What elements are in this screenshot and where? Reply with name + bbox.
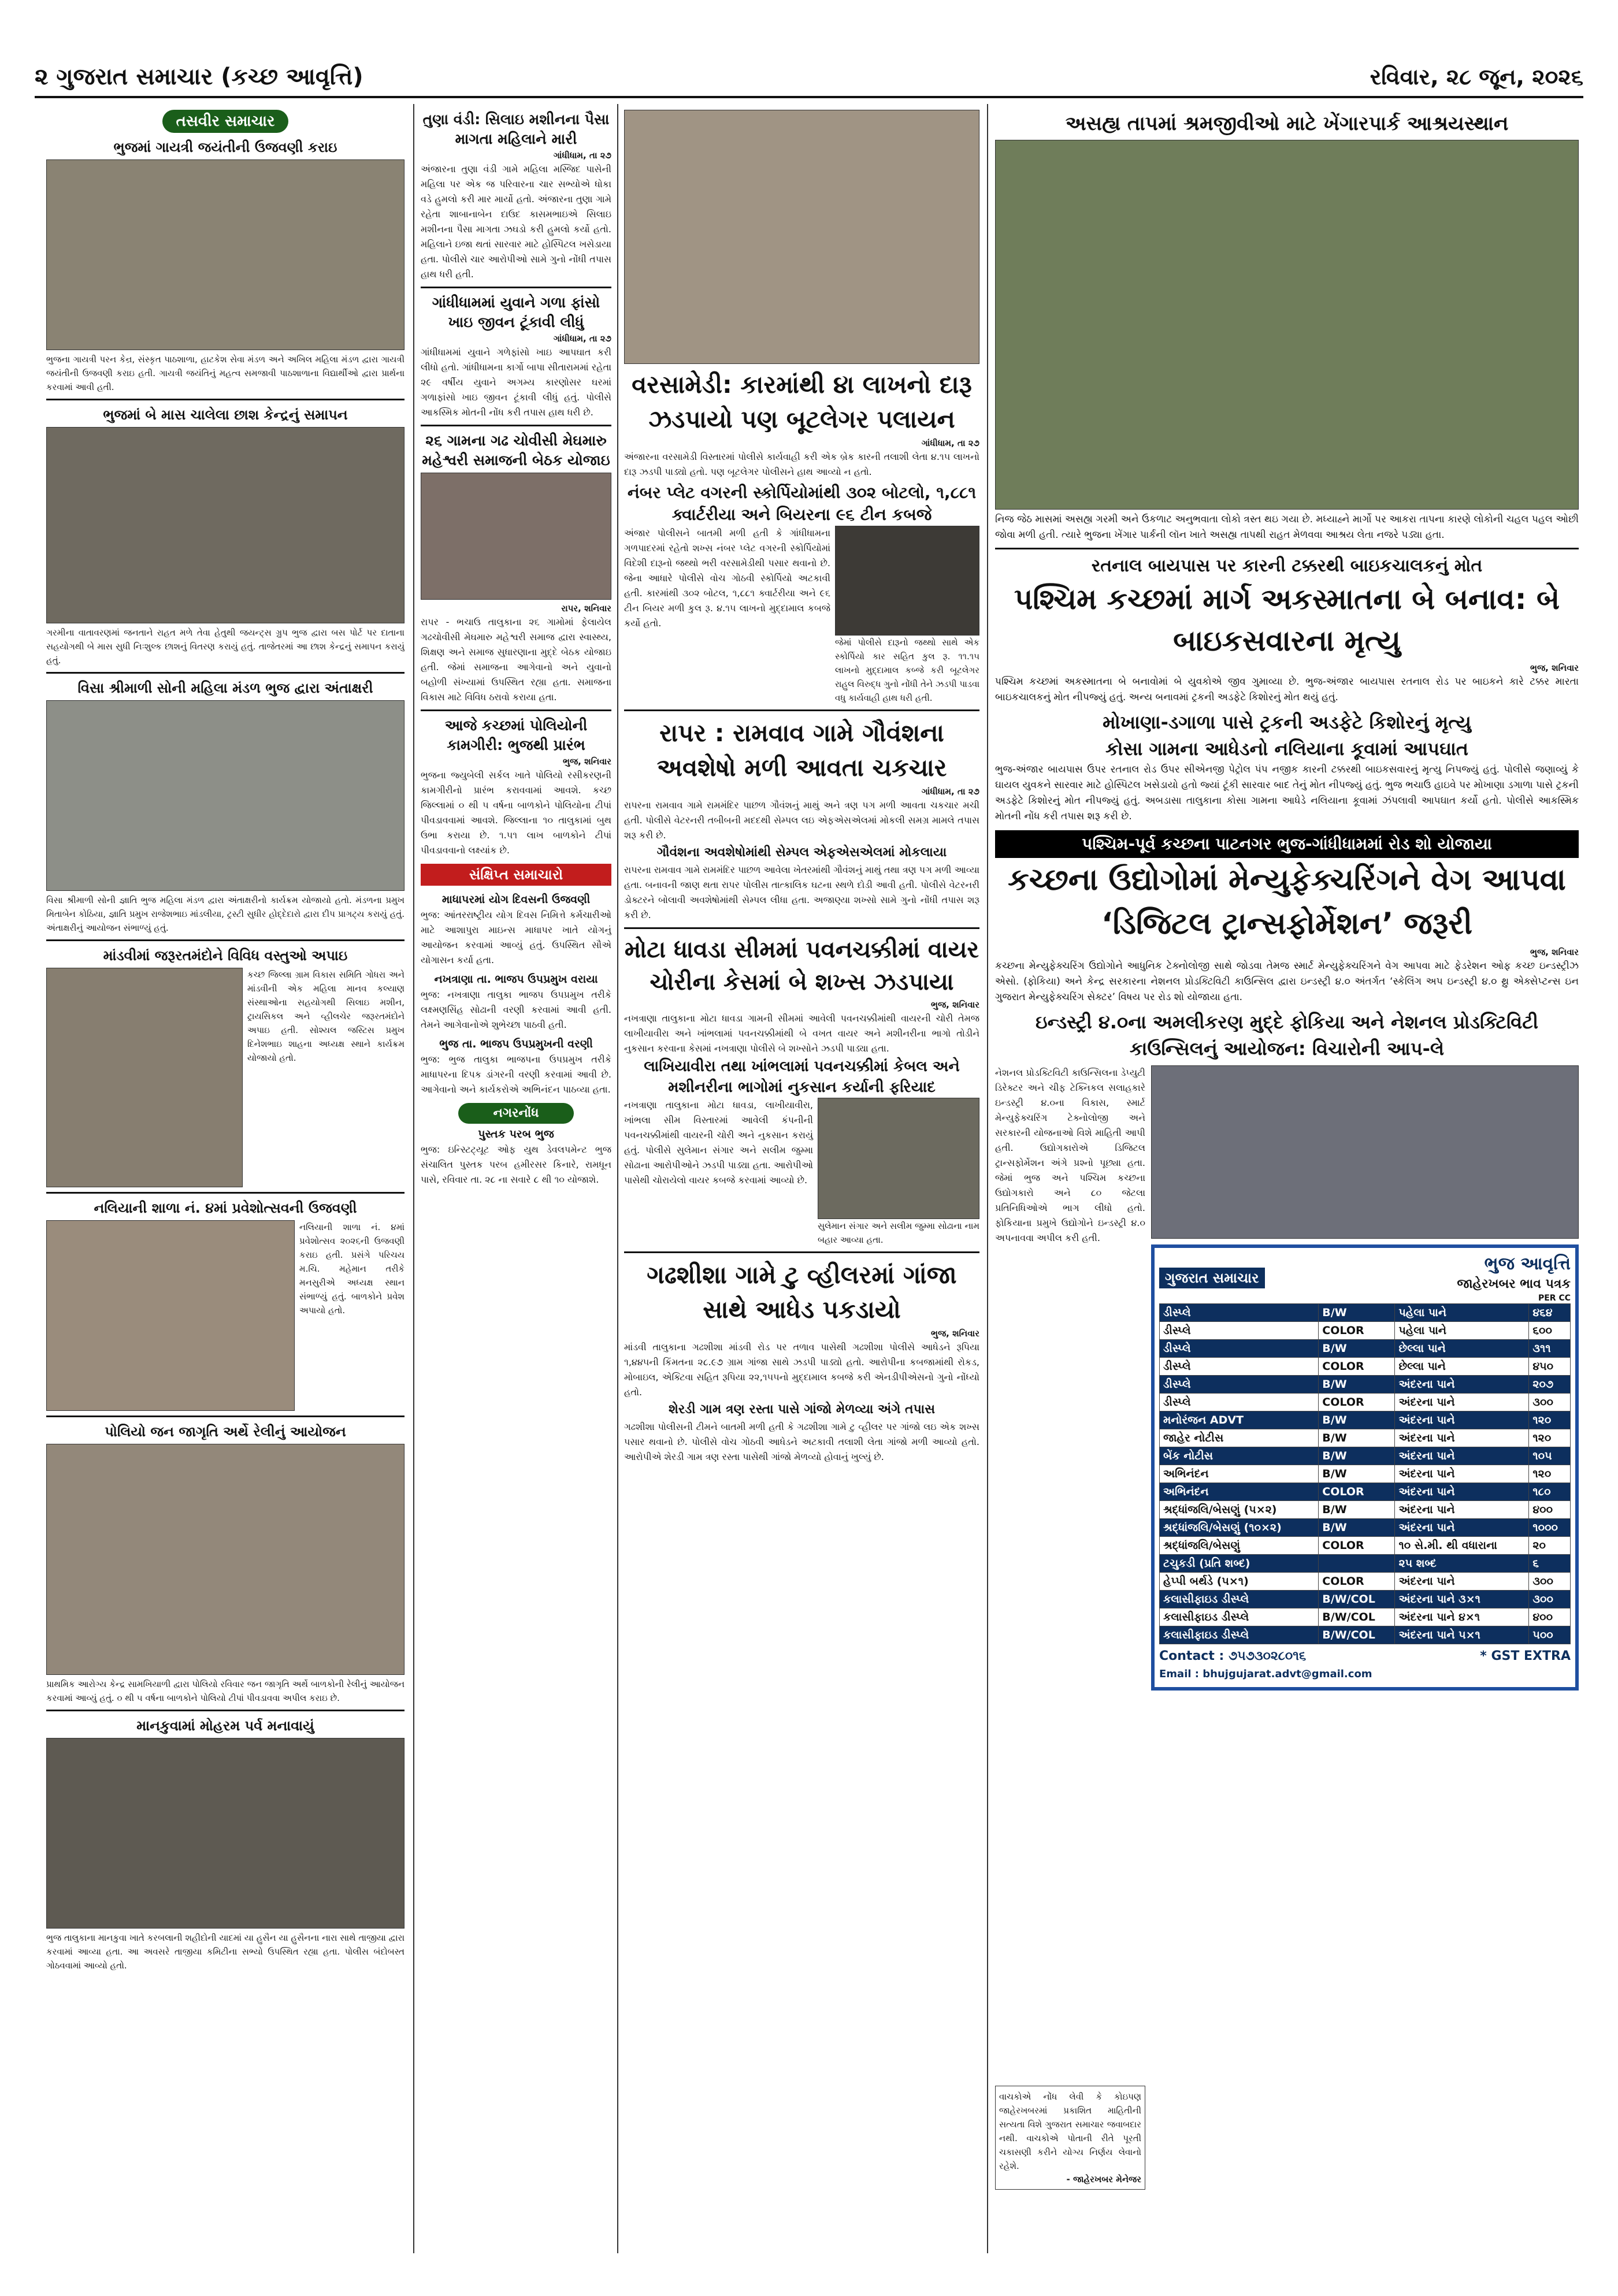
article-headline: વરસામેડી: કારમાંથી ૪ા લાખનો દારૂ ઝડપાયો પણ બૂટલેગર પલાયન: [632, 370, 972, 433]
rate-cell: B/W: [1319, 1429, 1395, 1447]
column-divider: [617, 104, 618, 2253]
article-headline: ૨૬ ગામના ગઢ ચોવીસી મેઘમારુ મહેશ્વરી સમાજની બેઠક યોજાઇ: [422, 432, 610, 469]
column-news-2: [421, 110, 611, 2247]
rate-cell: અભિનંદન: [1160, 1465, 1319, 1483]
rate-cell: B/W/COL: [1319, 1591, 1395, 1608]
rate-cell: B/W: [1319, 1447, 1395, 1465]
story-caption: ભુજના ગાયત્રી પરન કેન્ર, સંસ્કૃત પાઠશાળા, હાટકેશ સેવા મંડળ અને અખિલ મહિલા મંડળ દ્વારા ગાયત્રી જયંતીની ઉજવણી કરાઇ હતી. ગાયત્રી જયંતિનું મહત્વ સમજાવી પાઠશાળાના વિદ્યાર્થીઓ દ્વારા પ્રાર્થના કરવામાં આવી હતી.: [46, 354, 404, 392]
briefs-banner: સંક્ષિપ્ત સમાચારો: [421, 864, 611, 886]
dateline: રાપર, શનિવાર: [561, 603, 611, 614]
rate-cell: ૧૨૦: [1529, 1465, 1571, 1483]
accused-photo: [818, 1098, 979, 1219]
dateline: ભુજ, શનિવાર: [1530, 947, 1579, 957]
article-kicker: રતનાલ બાયપાસ પર કારની ટક્કરથી બાઇકચાલકનું મોત: [1091, 556, 1483, 576]
rate-cell: COLOR: [1319, 1573, 1395, 1591]
brief-body: ભુજ: નખત્રાણા તાલુકા ભાજપ ઉપપ્રમુખ તરીકે લક્ષ્મણસિંહ સોઢાની વરણી કરવામાં આવી હતી. તેમને આગેવાનોએ શુભેચ્છા પાઠવી હતી.: [421, 989, 611, 1030]
rate-cell: B/W: [1319, 1304, 1395, 1322]
story-photo: [46, 1738, 404, 1929]
article-body: અંજાર પોલીસને બાતમી મળી હતી કે ગાંધીધામના ગળપાદરમાં રહેતો શખ્સ નંબર પ્લેટ વગરની સ્કોર્પિયોમાં વિદેશી દારૂનો જથ્થો ભરી વરસામેડીથી પસાર થવાનો છે. જેના આધારે પોલીસે વોચ ગોઠવી સ્કોર્પિયો અટકાવી હતી. કારમાંથી ૩૦૨ બોટલ, ૧,૮૮૧ ક્વાર્ટરીયા અને ૯૬ ટીન બિયર મળી કુલ રૂ. ૪.૧૫ લાખનો મુદ્દામાલ કબજે કર્યો હતો.: [624, 527, 830, 629]
rate-cell: ડીસ્પ્લે: [1160, 1340, 1319, 1358]
rate-cell: ૬: [1529, 1555, 1571, 1573]
story-title: માંડવીમાં જરૂરતમંદોને વિવિધ વસ્તુઓ અપાઇ: [103, 948, 348, 964]
article-headline: રાપર : રામવાવ ગામે ગૌવંશના અવશેષો મળી આવતા ચકચાર: [656, 719, 947, 782]
article-body: રાપરના રામવાવ ગામે રામમંદિર પાછળ આવેલા ખેતરમાંથી ગૌવંશનું માથું તથા ત્રણ પગ મળી આવ્યા હતા. બનાવની જાણ થતા રાપર પોલીસ તાત્કાલિક ઘટના સ્થળે દોડી આવી હતી. પોલીસે વેટરનરી ડોક્ટરને બોલાવી અવશેષોમાંથી સેમ્પલ લીધા હતા. અજાણ્યા શખ્સો સામે ગુનો નોંધી તપાસ શરૂ કરી છે.: [624, 864, 979, 920]
rate-cell: કલાસીફાઇડ ડીસ્પ્લે: [1160, 1626, 1319, 1644]
notice-text: વાચકોએ નોંધ લેવી કે કોઇપણ જાહેરખબરમાં પ્રકાશિત માહિતીની સત્યતા વિશે ગુજરાત સમાચાર જવાબદાર નથી. વાચકોએ પોતાની રીતે પૂરતી ચકાસણી કરીને યોગ્ય નિર્ણય લેવાનો રહેશે.: [999, 2091, 1141, 2171]
rate-cell: અંદરના પાને: [1395, 1394, 1529, 1411]
brief-title: માધાપરમાં યોગ દિવસની ઉજવણી: [441, 893, 591, 906]
rate-row: [1160, 1429, 1571, 1447]
story-title: ભુજમાં બે માસ ચાલેલા છાશ કેન્દ્રનું સમાપન: [103, 407, 348, 423]
article-body: માંડવી તાલુકાના ગઢશીશા માંડવી રોડ પર તળાવ પાસેથી ગઢશીશા પોલીસે આધેડને રૂપિયા ૧,૪૪૫ની કિંમતના ૨૮.૯૭ ગ્રામ ગાંજા સાથે ઝડપી પાડ્યો હતો. આરોપીના કબજામાંથી રોકડ, મોબાઇલ, એક્ટિવા સહિત રૂપિયા ૨૨,૧૫૫નો મુદ્દામાલ કબજે કરી એનડીપીએસનો ગુનો નોંધ્યો હતો.: [624, 1342, 979, 1398]
note-body: ભુજ: ઇન્સ્ટિટ્યૂટ ઓફ યુથ ડેવલપમેન્ટ ભુજ સંચાલિત પુસ્તક પરબ હમીરસર કિનારે, રામધૂન પાસે, રવિવાર તા. ૨૮ ના સવારે ૮ થી ૧૦ યોજાશે.: [421, 1144, 611, 1185]
brief-title: ભુજ તા. ભાજપ ઉપપ્રમુખની વરણી: [439, 1038, 593, 1050]
rate-cell: ડીસ્પ્લે: [1160, 1358, 1319, 1376]
story-title: ભુજમાં ગાયત્રી જયંતીની ઉજવણી કરાઇ: [113, 139, 337, 155]
article-headline: પશ્ચિમ કચ્છમાં માર્ગ અકસ્માતના બે બનાવ: બે બાઇકસવારના મૃત્યુ: [1014, 582, 1560, 657]
seminar-photo: [1151, 1065, 1579, 1239]
rate-cell: ૧૮૦: [1529, 1483, 1571, 1501]
rate-row: [1160, 1394, 1571, 1411]
rate-cell: ૧૦૦૦: [1529, 1519, 1571, 1537]
article-subheadline: કોસા ગામના આધેડનો નલિયાના કૂવામાં આપઘાત: [1105, 738, 1469, 760]
rate-row: [1160, 1519, 1571, 1537]
article-body: નખત્રાણા તાલુકાના મોટા ધાવડા, લાખીયાવીરા, ખાંભલા સીમ વિસ્તારમાં આવેલી કંપનીની પવનચક્કીમાંથી વાયરની ચોરી અને નુકસાન કરાયું હતું. પોલીસે સુલેમાન સંગાર અને સલીમ જુમ્મા સોઢાના આરોપીઓને ઝડપી પાડ્યા હતા. આરોપીઓ પાસેથી ચોરાયેલો વાયર કબજે કરવામાં આવ્યો છે.: [624, 1099, 813, 1186]
story-photo: [46, 700, 404, 891]
rate-cell: અંદરના પાને ૩×૧: [1395, 1591, 1529, 1608]
rate-cell: ડીસ્પ્લે: [1160, 1322, 1319, 1340]
dateline: ભુજ, શનિવાર: [1530, 663, 1579, 673]
story-photo: [46, 1220, 295, 1411]
column-divider: [413, 104, 414, 2253]
brief-body: ભુજ: આંતરરાષ્ટ્રીય યોગ દિવસ નિમિત્તે કર્મચારીઓ માટે આશાપુરા માઇન્સ માધાપર ખાતે યોગનું આયોજન કરવામાં આવ્યું હતું. ઉપસ્થિત સૌએ યોગાસન કર્યા હતા.: [421, 909, 611, 965]
article-body: ગઢશીશા પોલીસની ટીમને બાતમી મળી હતી કે ગઢશીશા ગામે ટુ વ્હીલર પર ગાંજો લઇ એક શખ્સ પસાર થવાનો છે. પોલીસે વોચ ગોઠવી આધેડને અટકાવી તલાશી લેતા ગાંજો મળી આવ્યો હતો. આરોપીએ શેરડી ગામ ત્રણ રસ્તા પાસેથી ગાંજો મેળવ્યો હોવાનું ખુલ્યું છે.: [624, 1421, 979, 1462]
rate-cell: ૨૦૭: [1529, 1376, 1571, 1394]
rate-cell: B/W/COL: [1319, 1608, 1395, 1626]
photo-caption: જેમાં પોલીસે દારૂનો જથ્થો સાથે એક સ્કોર્પિયો કાર સહિત કુલ રૂ. ૧૧.૧૫ લાખનો મુદ્દામાલ કબ્જે કરી બૂટલેગર રાહુલ વિરુદ્ધ ગુનો નોંધી તેને ઝડપી પાડવા વધુ કાર્યવાહી હાથ ધરી હતી.: [835, 637, 979, 703]
story-photo: [46, 427, 404, 623]
column-news-4: [995, 110, 1579, 2253]
rate-cell: ૧૨૦: [1529, 1429, 1571, 1447]
article-body: નેશનલ પ્રોડક્ટિવિટી કાઉન્સિલના ડેપ્યુટી ડિરેક્ટર અને ચીફ ટેક્નિકલ સલાહકારે ઇન્ડસ્ટ્રી ૪.૦ના વિકાસ, સ્માર્ટ મેન્યુફેક્ચરિંગ ટેક્નોલોજી અને સરકારની યોજનાઓ વિશે માહિતી આપી હતી. ઉદ્યોગકારોએ ડિજિટલ ટ્રાન્સફોર્મેશન અંગે પ્રશ્નો પૂછ્યા હતા. જેમાં ભુજ અને પશ્ચિમ કચ્છના ઉદ્યોગકારો અને ૮૦ જેટલા પ્રતિનિધિઓએ ભાગ લીધો હતો. ફોકિયાના પ્રમુખે ઉદ્યોગોને ઇન્ડસ્ટ્રી ૪.૦ અપનાવવા અપીલ કરી હતી.: [995, 1067, 1145, 1243]
rate-cell: અંદરના પાને: [1395, 1573, 1529, 1591]
rate-row: [1160, 1591, 1571, 1608]
rate-cell: અંદરના પાને ૪×૧: [1395, 1608, 1529, 1626]
article-subheadline: ગૌવંશના અવશેષોમાંથી સેમ્પલ એફએસએલમાં મોકલાયા: [656, 845, 947, 860]
rate-cell: અંદરના પાને: [1395, 1376, 1529, 1394]
rate-row: [1160, 1501, 1571, 1519]
dateline: ગાંધીધામ, તા ૨૭: [553, 150, 611, 161]
article-headline: ગઢશીશા ગામે ટુ વ્હીલરમાં ગાંજા સાથે આધેડ પકડાયો: [647, 1261, 957, 1324]
rate-row: [1160, 1608, 1571, 1626]
photo-caption: નિજ જેઠ માસમાં અસહ્ય ગરમી અને ઉકળાટ અનુભવાતા લોકો ત્રસ્ત થઇ ગયા છે. મધ્યાહ્ને માર્ગો પર આકરા તાપના કારણે લોકોની ચહલ પહલ ઓછી જોવા મળી હતી. ત્યારે ભુજના ખેંગાર પાર્કની લૉન ખાતે અસહ્ય તાપથી રાહત મેળવવા આશ્રય લેતા નજરે પડ્યા હતા.: [995, 514, 1579, 541]
rate-table: [1159, 1303, 1571, 1644]
article-subheadline: લાખિયાવીરા તથા ખાંભલામાં પવનચક્કીમાં કેબલ અને મશીનરીના ભાગોમાં નુકસાન કર્યાની ફરિયાદ: [644, 1058, 960, 1096]
rate-row: [1160, 1447, 1571, 1465]
rate-cell: ટચુકડી (પ્રતિ શબ્દ): [1160, 1555, 1319, 1573]
article-body: પશ્ચિમ કચ્છમાં અકસ્માતના બે બનાવોમાં બે યુવકોએ જીવ ગુમાવ્યા છે. ભુજ-અંજાર બાયપાસ રતનાલ રોડ પર બાઇકને કારે ટક્કર મારતા બાઇકચાલકનું મોત નીપજ્યું હતું. અન્ય બનાવમાં ટ્રકની અડફેટે કિશોરનું મોત થયું હતું.: [995, 676, 1579, 703]
rate-cell: અંદરના પાને: [1395, 1483, 1529, 1501]
dateline: ભુજ, શનિવાર: [562, 756, 611, 767]
rate-cell: B/W: [1319, 1519, 1395, 1537]
article-body: અંજારના વરસામેડી વિસ્તારમાં પોલીસે કાર્યવાહી કરી એક બ્રેક કારની તલાશી લેતા ૪.૧૫ લાખનો દારૂ ઝડપી પાડ્યો હતો. પણ બૂટલેગર પોલીસને હાથ આવ્યો ન હતો.: [624, 451, 979, 477]
issue-date: રવિવાર, ૨૮ જૂન, ૨૦૨૬: [1370, 64, 1583, 90]
rate-row: [1160, 1555, 1571, 1573]
city-notes-badge: નગરનોંધ: [458, 1103, 574, 1124]
rate-cell: જાહેર નોટીસ: [1160, 1429, 1319, 1447]
ad-brand: ગુજરાત સમાચાર: [1159, 1268, 1265, 1288]
rate-cell: B/W/COL: [1319, 1626, 1395, 1644]
rate-row: [1160, 1340, 1571, 1358]
rate-row: [1160, 1411, 1571, 1429]
rate-cell: કલાસીફાઇડ ડીસ્પ્લે: [1160, 1608, 1319, 1626]
rate-cell: અભિનંદન: [1160, 1483, 1319, 1501]
rate-cell: અંદરના પાને: [1395, 1429, 1529, 1447]
story-title: નલિયાની શાળા નં. ૪માં પ્રવેશોત્સવની ઉજવણી: [94, 1200, 357, 1216]
article-headline: તુણા વંડી: સિલાઇ મશીનના પૈસા માગતા મહિલાને મારી: [422, 111, 610, 147]
rate-row: [1160, 1483, 1571, 1501]
rate-cell: શ્રદ્ધાંજલિ/બેસણું (૧૦×૨): [1160, 1519, 1319, 1537]
story-caption: વિસા શ્રીમાળી સોની જ્ઞાતિ ભુજ મહિલા મંડળ દ્વારા અંતાક્ષરીનો કાર્યક્રમ યોજાયો હતો. મંડળના પ્રમુખ મિતાબેન કોઠિયા, જ્ઞાતિ પ્રમુખ રાજેશભાઇ માંડલીયા, ટ્રસ્ટી સુધીર હોદ્દેદારો દ્વારા દીપ પ્રાગટ્ય કરાયું હતું. અંતાક્ષરીનું આયોજન સંભાળ્યું હતું.: [46, 895, 404, 933]
rate-cell: અંદરના પાને: [1395, 1501, 1529, 1519]
article-body: ગાંધીધામમાં યુવાને ગળેફાંસો ખાઇ આપઘાત કરી લીધો હતો. ગાંધીધામના કાર્ગો બાપા સીતારામમાં રહેતા ૨૯ વર્ષીય યુવાને અગમ્ય કારણોસર ઘરમાં ગળાફાંસો ખાઇ જીવન ટૂંકાવી લીધું હતું. પોલીસે આકસ્મિક મોતની નોંધ કરી તપાસ હાથ ધરી છે.: [421, 347, 611, 418]
rate-row: [1160, 1358, 1571, 1376]
article-body: ભુજ-અંજાર બાયપાસ ઉપર રતનાલ રોડ ઉપર સીએનજી પેટ્રોલ પંપ નજીક કારની ટક્કરથી બાઇકસવારનું મૃત્યુ નિપજ્યું હતું. પોલીસે જણાવ્યું કે ઘાયલ યુવકને સારવાર માટે હોસ્પિટલ ખસેડાયો હતો જ્યાં ટૂંકી સારવાર બાદ તેનું મોત નીપજ્યું હતું. ભુજ ભચાઉ હાઇવે પર મોખાણા ડગાળા પાસે ટ્રકની અડફેટે કિશોરનું મોત નીપજ્યું હતું. અબડાસા તાલુકાના કોસા ગામના આધેડે નલિયાના કૂવામાં ઝંપલાવી આપઘાત કર્યો હતો. પોલીસે આકસ્મિક મોતની નોંધ કરી તપાસ શરૂ કરી છે.: [995, 764, 1579, 822]
rate-cell: [1319, 1555, 1395, 1573]
rate-cell: ૪૦૦: [1529, 1501, 1571, 1519]
article-body: ભુજના જ્યુબેલી સર્કલ ખાતે પોલિયો રસીકરણની કામગીરીનો પ્રારંભ કરાવવામાં આવશે. કચ્છ જિલ્લામાં ૦ થી ૫ વર્ષના બાળકોને પોલિયોના ટીપાં પીવડાવવામાં આવશે. જિલ્લાના ૧૦ તાલુકામાં બુથ ઉભા કરાયા છે. ૧.૫૧ લાખ બાળકોને ટીપાં પીવડાવવાનો લક્ષ્યાંક છે.: [421, 770, 611, 856]
ad-unit: PER CC: [1538, 1294, 1571, 1303]
rate-cell: ૨૦: [1529, 1537, 1571, 1555]
column-photo-news: [46, 110, 404, 2247]
rate-cell: B/W: [1319, 1465, 1395, 1483]
rate-cell: પહેલા પાને: [1395, 1322, 1529, 1340]
rate-cell: COLOR: [1319, 1537, 1395, 1555]
rate-cell: ૪૫૦: [1529, 1358, 1571, 1376]
rate-cell: પહેલા પાને: [1395, 1304, 1529, 1322]
rate-cell: ૩૦૦: [1529, 1394, 1571, 1411]
police-station-photo: [624, 110, 979, 364]
column-news-3: [624, 110, 979, 2247]
reader-notice: [995, 2086, 1145, 2190]
article-headline: ગાંધીધામમાં યુવાને ગળા ફાંસો ખાઇ જીવન ટૂંકાવી લીધું: [432, 294, 600, 330]
rate-cell: ૧૦૫: [1529, 1447, 1571, 1465]
rate-cell: અંદરના પાને: [1395, 1447, 1529, 1465]
article-body: રાપર - ભચાઉ તાલુકાના ૨૬ ગામોમાં ફેલાયેલ ગઢચોવીસી મેઘમારુ મહેશ્વરી સમાજ દ્વારા સ્વાસ્થ્ય, શિક્ષણ અને સમાજ સુધારણાના મુદ્દે બેઠક યોજાઇ હતી. જેમાં સમાજના આગેવાનો અને યુવાનો બહોળી સંખ્યામાં ઉપસ્થિત રહ્યા હતા. સમાજના વિકાસ માટે વિવિધ ઠરાવો કરાયા હતા.: [421, 616, 611, 703]
rate-cell: બેંક નોટીસ: [1160, 1447, 1319, 1465]
article-headline: કચ્છના ઉદ્યોગોમાં મેન્યુફેક્ચરિંગને વેગ આપવા ‘ડિજિટલ ટ્રાન્સફોર્મેશન’ જરૂરી: [1008, 863, 1566, 941]
story-photo: [46, 968, 243, 1187]
notice-signature: - જાહેરખબર મેનેજર: [1066, 2174, 1141, 2184]
rate-cell: COLOR: [1319, 1394, 1395, 1411]
rate-cell: અંદરના પાને: [1395, 1519, 1529, 1537]
dateline: ગાંધીધામ, તા ૨૭: [921, 786, 979, 797]
note-title: પુસ્તક પરબ ભુજ: [478, 1128, 554, 1140]
rate-row: [1160, 1626, 1571, 1644]
rate-cell: B/W: [1319, 1411, 1395, 1429]
rate-cell: છેલ્લા પાને: [1395, 1358, 1529, 1376]
dateline: ગાંધીધામ, તા ૨૭: [921, 438, 979, 448]
rate-cell: ડીસ્પ્લે: [1160, 1376, 1319, 1394]
rate-cell: COLOR: [1319, 1483, 1395, 1501]
article-kicker: પશ્ચિમ-પૂર્વ કચ્છના પાટનગર ભુજ-ગાંધીધામમાં રોડ શો યોજાયા: [995, 830, 1579, 858]
photo-story-title: અસહ્ય તાપમાં શ્રમજીવીઓ માટે ખેંગારપાર્ક આશ્રયસ્થાન: [1065, 112, 1509, 135]
ad-contact: Contact : ૭૫૭૩૦૨૮૦૧૬: [1159, 1649, 1307, 1663]
story-caption: ભુજ તાલુકાના માનકુવા ખાતે કરબલાની શહીદોની યાદમાં યા હુસૈન યા હુસૈનના નારા સાથે તાજીયા દ્વારા કરવામાં આવ્યા હતા. આ અવસરે તાજીયા કમિટીના સભ્યો ઉપસ્થિત રહ્યા હતા. પોલીસ બંદોબસ્ત ગોઠવવામાં આવ્યો હતો.: [46, 1933, 404, 1971]
story-caption: નલિયાની શાળા નં. ૪માં પ્રવેશોત્સવ ૨૦૨૬ની ઉજવણી કરાઇ હતી. પ્રસંગે પરિચય મ.ચિ. મહેમાન તરીકે મનસુરીએ અધ્યક્ષ સ્થાન સંભાળ્યું હતું. બાળકોને પ્રવેશ અપાયો હતો.: [299, 1222, 404, 1316]
rate-row: [1160, 1465, 1571, 1483]
rate-cell: ૧૦ સે.મી. થી વધારાના: [1395, 1537, 1529, 1555]
article-body: કચ્છના મેન્યુફેક્ચરિંગ ઉદ્યોગોને આધુનિક ટેક્નોલોજી સાથે જોડવા તેમજ સ્માર્ટ મેન્યુફેક્ચરિંગને વેગ આપવા માટે ફેડરેશન ઓફ કચ્છ ઇન્ડસ્ટ્રીઝ એસો. (ફોકિયા) અને કેન્દ્ર સરકારના નેશનલ પ્રોડક્ટિવિટી કાઉન્સિલ દ્વારા ઇન્ડસ્ટ્રી ૪.૦ અંતર્ગત ‘સ્કેલિંગ અપ ઇન્ડસ્ટ્રી ૪.૦ થ્રુ એક્સેપ્ટન્સ ઇન ગુજરાત મેન્યુફેક્ચરિંગ સેક્ટર’ વિષય પર રોડ શો યોજાયા હતા.: [995, 960, 1579, 1003]
dateline: ગાંધીધામ, તા ૨૭: [553, 333, 611, 344]
ad-rate-card: [1151, 1244, 1579, 1691]
story-title: માનકુવામાં મોહરમ પર્વ મનાવાયું: [136, 1718, 314, 1734]
photo-caption: સુલેમાન સંગાર અને સલીમ જુમ્મા સોઢાના નામ બહાર આવ્યા હતા.: [818, 1221, 979, 1245]
story-title: વિસા શ્રીમાળી સોની મહિલા મંડળ ભુજ દ્વારા અંતાક્ષરી: [77, 680, 373, 696]
ad-edition: ભુજ આવૃત્તિ: [1484, 1254, 1571, 1274]
rate-cell: ૧૨૦: [1529, 1411, 1571, 1429]
rate-cell: ડીસ્પ્લે: [1160, 1394, 1319, 1411]
column-divider: [987, 104, 988, 2253]
rate-cell: ૪૬૪: [1529, 1304, 1571, 1322]
rate-cell: ૨૫ શબ્દ: [1395, 1555, 1529, 1573]
rate-cell: ૩૦૦: [1529, 1573, 1571, 1591]
ad-email: Email : bhujgujarat.advt@gmail.com: [1159, 1668, 1372, 1680]
article-headline: આજે કચ્છમાં પોલિયોની કામગીરી: ભુજથી પ્રારંભ: [444, 717, 588, 753]
rate-cell: શ્રદ્ધાંજલિ/બેસણું: [1160, 1537, 1319, 1555]
ad-subtitle: જાહેરખબર ભાવ પત્રક: [1457, 1277, 1571, 1291]
rate-row: [1160, 1304, 1571, 1322]
rate-cell: COLOR: [1319, 1322, 1395, 1340]
rate-cell: B/W: [1319, 1501, 1395, 1519]
story-caption: કચ્છ જિલ્લા ગ્રામ વિકાસ સમિતિ ગોધરા અને માંડવીની એક મહિલા માનવ કલ્યાણ સંસ્થાઓના સહયોગથી સિલાઇ મશીન, ટ્રાયસિકલ અને વ્હીલચેર જરૂરતમંદોને અપાઇ હતી. સોશ્યલ જસ્ટિસ પ્રમુખ દિનેશભાઇ શાહના અધ્યક્ષ સ્થાને કાર્યક્રમ યોજાયો હતો.: [247, 969, 404, 1063]
story-title: પોલિયો જન જાગૃતિ અર્થે રેલીનું આયોજન: [105, 1424, 346, 1440]
rate-cell: અંદરના પાને: [1395, 1411, 1529, 1429]
rate-cell: ૬૦૦: [1529, 1322, 1571, 1340]
dateline: ભુજ, શનિવાર: [930, 1000, 979, 1010]
story-photo: [46, 159, 404, 350]
article-subheadline: નંબર પ્લેટ વગરની સ્કોર્પિયોમાંથી ૩૦૨ બોટલો, ૧,૮૮૧ ક્વાર્ટરીયા અને બિયરના ૯૬ ટીન કબજે: [627, 483, 977, 524]
dateline: ભુજ, શનિવાર: [930, 1328, 979, 1339]
rate-cell: છેલ્લા પાને: [1395, 1340, 1529, 1358]
masthead: ૨ ગુજરાત સમાચાર (કચ્છ આવૃત્તિ): [35, 64, 363, 90]
rate-cell: અંદરના પાને ૫×૧: [1395, 1626, 1529, 1644]
rate-cell: અંદરના પાને: [1395, 1465, 1529, 1483]
rate-cell: ૪૦૦: [1529, 1608, 1571, 1626]
rate-cell: હેપ્પી બર્થડે (૫×૧): [1160, 1573, 1319, 1591]
page-header: [35, 58, 1583, 98]
rate-cell: B/W: [1319, 1340, 1395, 1358]
brief-body: ભુજ: ભુજ તાલુકા ભાજપના ઉપપ્રમુખ તરીકે માધાપરના દિપક ડાંગરની વરણી કરવામાં આવી છે. આગેવાનો અને કાર્યકરોએ અભિનંદન પાઠવ્યા હતા.: [421, 1054, 611, 1095]
article-photo: [421, 473, 611, 600]
section-badge: તસવીર સમાચાર: [162, 110, 289, 133]
park-photo: [995, 140, 1579, 510]
rate-cell: શ્રદ્ધાંજલિ/બેસણું (૫×૨): [1160, 1501, 1319, 1519]
article-body: રાપરના રામવાવ ગામે રામમંદિર પાછળ ગૌવંશનું માથું અને ત્રણ પગ મળી આવતા ચકચાર મચી હતી. પોલીસે વેટરનરી તબીબની મદદથી સેમ્પલ લઇ એફએસએલમાં મોકલી સમગ્ર મામલે તપાસ શરૂ કરી છે.: [624, 800, 979, 841]
article-subheadline: શેરડી ગામ ત્રણ રસ્તા પાસે ગાંજો મેળવ્યા અંગે તપાસ: [668, 1402, 936, 1417]
story-photo: [46, 1444, 404, 1675]
article-subheadline: ઇન્ડસ્ટ્રી ૪.૦ના અમલીકરણ મુદ્દે ફોકિયા અને નેશનલ પ્રોડક્ટિવિટી કાઉન્સિલનું આયોજન: વિચારોની આપ-લે: [1036, 1011, 1538, 1060]
rate-cell: ૩૦૦: [1529, 1591, 1571, 1608]
brief-title: નખત્રાણા તા. ભાજપ ઉપપ્રમુખ વરાયા: [434, 973, 598, 986]
ad-gst-note: * GST EXTRA: [1480, 1649, 1571, 1663]
story-caption: પ્રાથમિક આરોગ્ય કેન્દ્ર સામખિયાળી દ્વારા પોલિયો રવિવાર જન જાગૃતિ અર્થે બાળકોની રેલીનું આયોજન કરવામાં આવ્યું હતું. ૦ થી ૫ વર્ષના બાળકોને પોલિયો ટીપાં પીવડાવવા અપીલ કરાઇ છે.: [46, 1679, 404, 1703]
rate-row: [1160, 1537, 1571, 1555]
rate-cell: ડીસ્પ્લે: [1160, 1304, 1319, 1322]
rate-cell: B/W: [1319, 1376, 1395, 1394]
story-caption: ગરમીના વાતાવરણમાં જનતાને રાહત મળે તેવા હેતુથી જયન્ટ્સ ગ્રુપ ભુજ દ્વારા બસ પોર્ટ પર દાતાના સહયોગથી બે માસ સુધી નિઃશુલ્ક છાશનું વિતરણ કરાયું હતું. તાજેતરમાં આ છાશ કેન્દ્રનું સમાપન કરાયું હતું.: [46, 627, 404, 666]
car-photo: [835, 526, 979, 636]
rate-cell: કલાસીફાઇડ ડીસ્પ્લે: [1160, 1591, 1319, 1608]
rate-cell: COLOR: [1319, 1358, 1395, 1376]
rate-row: [1160, 1322, 1571, 1340]
rate-cell: મનોરંજન ADVT: [1160, 1411, 1319, 1429]
rate-row: [1160, 1376, 1571, 1394]
article-subheadline: મોખાણા-ડગાળા પાસે ટ્રકની અડફેટે કિશોરનું મૃત્યુ: [1103, 711, 1471, 733]
rate-cell: ૫૦૦: [1529, 1626, 1571, 1644]
article-body: અંજારના તુણા વંડી ગામે મહિલા મસ્જિદ પાસેની મહિલા પર એક જ પરિવારના ચાર સભ્યોએ ધોકા વડે હુમલો કરી માર માર્યો હતો. અંજારના તુણા ગામે રહેતા શાબાનાબેન દાઉદ કાસમભાઇએ સિલાઇ મશીનના પૈસા માગતા ઝઘડો કરી હુમલો કર્યો હતો. મહિલાને ઇજા થતાં સારવાર માટે હોસ્પિટલ ખસેડાયા હતા. પોલીસે ચાર આરોપીઓ સામે ગુનો નોંધી તપાસ હાથ ધરી હતી.: [421, 164, 611, 280]
article-body: નખત્રાણા તાલુકાના મોટા ધાવડા ગામની સીમમાં આવેલી પવનચક્કીમાંથી વાયરની ચોરી તેમજ લાખીયાવીરા અને ખાંભલામાં પવનચક્કીમાંથી બે વખત વાયર અને મશીનરીના ભાગો તોડીને નુકસાન કરવાના કેસમાં નખત્રાણા પોલીસે બે શખ્સોને ઝડપી પાડ્યા હતા.: [624, 1013, 979, 1054]
rate-cell: ૩૧૧: [1529, 1340, 1571, 1358]
rate-row: [1160, 1573, 1571, 1591]
article-headline: મોટા ધાવડા સીમમાં પવનચક્કીમાં વાયર ચોરીના કેસમાં બે શખ્સ ઝડપાયા: [624, 937, 979, 995]
